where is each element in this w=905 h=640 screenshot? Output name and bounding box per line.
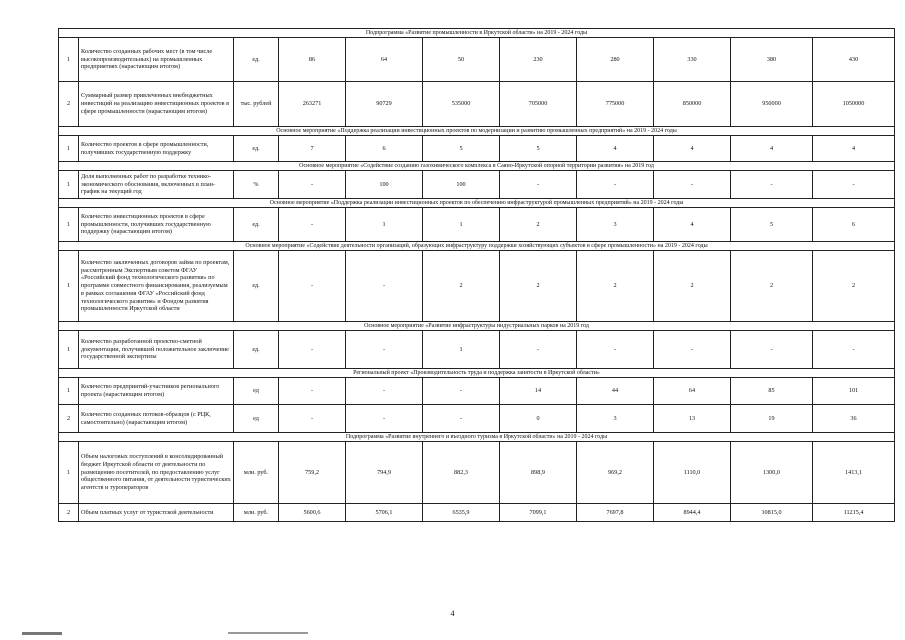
unit-cell: тыс. рублей <box>234 82 279 127</box>
value-cell: - <box>346 378 423 405</box>
section-header-row <box>59 433 895 442</box>
value-cell: - <box>346 331 423 369</box>
unit-cell: % <box>234 171 279 199</box>
row-number: 2 <box>59 82 79 127</box>
section-header-row <box>59 127 895 136</box>
unit-cell: ед. <box>234 251 279 322</box>
value-cell: 86 <box>279 38 346 82</box>
value-cell: 3 <box>577 208 654 242</box>
scan-artifact <box>22 632 62 635</box>
value-cell: 10815,0 <box>731 504 813 522</box>
table-row <box>59 331 895 369</box>
value-cell: 7697,8 <box>577 504 654 522</box>
value-cell: 101 <box>813 378 895 405</box>
value-cell: 950000 <box>731 82 813 127</box>
value-cell: 882,3 <box>423 442 500 504</box>
value-cell: 0 <box>500 405 577 433</box>
value-cell: 100 <box>423 171 500 199</box>
indicator-name: Количество предприятий-участников регионального проекта (нарастающим итогом) <box>79 378 234 405</box>
value-cell: - <box>423 378 500 405</box>
value-cell: 64 <box>346 38 423 82</box>
value-cell: 2 <box>654 251 731 322</box>
section-title: Региональный проект «Производительность труда и поддержка занятости в Иркутской области» <box>59 369 895 378</box>
value-cell: 1 <box>423 208 500 242</box>
value-cell: 6 <box>813 208 895 242</box>
value-cell: 280 <box>577 38 654 82</box>
value-cell: 1 <box>346 208 423 242</box>
section-header-row <box>59 369 895 378</box>
value-cell: - <box>279 208 346 242</box>
row-number: 2 <box>59 405 79 433</box>
value-cell: 380 <box>731 38 813 82</box>
unit-cell: млн. руб. <box>234 442 279 504</box>
indicator-name: Количество инвестиционных проектов в сфере промышленности, получивших государственную поддержку (нарастающим итогом) <box>79 208 234 242</box>
indicator-name: Количество созданных рабочих мест (в том числе высокопроизводительных) на промышленных предприятиях (нарастающим итогом) <box>79 38 234 82</box>
table-row <box>59 38 895 82</box>
value-cell: 850000 <box>654 82 731 127</box>
value-cell: 969,2 <box>577 442 654 504</box>
value-cell: 3 <box>577 405 654 433</box>
value-cell: 7099,1 <box>500 504 577 522</box>
value-cell: 2 <box>731 251 813 322</box>
section-title: Основное мероприятие «Поддержка реализации инвестиционных проектов по обеспечению инфраструктурой промышленных предприятий» на 2019 - 2024 годы <box>59 199 895 208</box>
indicator-name: Объем налоговых поступлений в консолидированный бюджет Иркутской области от деятельности по размещению посетителей, по предоставлению услуг общественного питания, от деятельности туристических агентств и туроператоров <box>79 442 234 504</box>
section-title: Подпрограмма «Развитие промышленности в Иркутской области» на 2019 - 2024 годы <box>59 29 895 38</box>
section-title: Основное мероприятие «Развитие инфраструктуры индустриальных парков на 2019 год <box>59 322 895 331</box>
value-cell: 36 <box>813 405 895 433</box>
table-row <box>59 171 895 199</box>
value-cell: - <box>813 331 895 369</box>
value-cell: 794,9 <box>346 442 423 504</box>
value-cell: 8944,4 <box>654 504 731 522</box>
value-cell: 4 <box>654 208 731 242</box>
value-cell: - <box>577 171 654 199</box>
value-cell: 2 <box>500 208 577 242</box>
value-cell: 898,9 <box>500 442 577 504</box>
unit-cell: ед. <box>234 38 279 82</box>
unit-cell: млн. руб. <box>234 504 279 522</box>
value-cell: - <box>500 331 577 369</box>
unit-cell: ед. <box>234 331 279 369</box>
value-cell: 2 <box>500 251 577 322</box>
value-cell: 5 <box>731 208 813 242</box>
section-title: Основное мероприятие «Содействие деятельности организаций, образующих инфраструктуру поддержки хозяйствующих субъектов в сфере промышленности» на 2019 - 2024 годы <box>59 242 895 251</box>
row-number: 1 <box>59 331 79 369</box>
value-cell: 330 <box>654 38 731 82</box>
indicator-name: Объем платных услуг от туристской деятельности <box>79 504 234 522</box>
section-header-row <box>59 29 895 38</box>
value-cell: - <box>577 331 654 369</box>
table-row <box>59 251 895 322</box>
value-cell: - <box>813 171 895 199</box>
section-header-row <box>59 322 895 331</box>
table-row <box>59 405 895 433</box>
value-cell: 13 <box>654 405 731 433</box>
value-cell: 4 <box>577 136 654 162</box>
table-row <box>59 442 895 504</box>
indicator-name: Количество созданных потоков-образцов (с РЦК, самостоятельно) (нарастающим итогом) <box>79 405 234 433</box>
value-cell: - <box>500 171 577 199</box>
value-cell: 1413,1 <box>813 442 895 504</box>
value-cell: - <box>346 405 423 433</box>
row-number: 1 <box>59 442 79 504</box>
value-cell: 430 <box>813 38 895 82</box>
value-cell: - <box>279 378 346 405</box>
value-cell: - <box>731 171 813 199</box>
value-cell: 4 <box>731 136 813 162</box>
value-cell: - <box>654 171 731 199</box>
section-title: Основное мероприятие «Поддержка реализации инвестиционных проектов по модернизации и развитию промышленных предприятий» на 2019 - 2024 годы <box>59 127 895 136</box>
value-cell: 775000 <box>577 82 654 127</box>
table-row <box>59 136 895 162</box>
row-number: 1 <box>59 208 79 242</box>
value-cell: 2 <box>423 251 500 322</box>
unit-cell: ед. <box>234 136 279 162</box>
value-cell: 44 <box>577 378 654 405</box>
row-number: 1 <box>59 171 79 199</box>
value-cell: 535000 <box>423 82 500 127</box>
section-header-row <box>59 199 895 208</box>
value-cell: 5 <box>500 136 577 162</box>
value-cell: 50 <box>423 38 500 82</box>
indicators-table <box>58 28 895 522</box>
value-cell: 14 <box>500 378 577 405</box>
row-number: 1 <box>59 136 79 162</box>
row-number: 1 <box>59 251 79 322</box>
table-row <box>59 82 895 127</box>
value-cell: 705000 <box>500 82 577 127</box>
value-cell: 5600,6 <box>279 504 346 522</box>
row-number: 2 <box>59 504 79 522</box>
value-cell: - <box>654 331 731 369</box>
value-cell: 5 <box>423 136 500 162</box>
value-cell: 6 <box>346 136 423 162</box>
value-cell: 85 <box>731 378 813 405</box>
scan-artifact <box>228 632 308 634</box>
value-cell: 1050000 <box>813 82 895 127</box>
value-cell: - <box>279 405 346 433</box>
value-cell: - <box>423 405 500 433</box>
value-cell: 19 <box>731 405 813 433</box>
value-cell: 4 <box>813 136 895 162</box>
value-cell: 90729 <box>346 82 423 127</box>
value-cell: 11215,4 <box>813 504 895 522</box>
section-header-row <box>59 242 895 251</box>
section-title: Основное мероприятие «Содействие созданию газохимического комплекса в Саяно-Иркутской опорной территории развития» на 2019 год <box>59 162 895 171</box>
indicator-name: Суммарный размер привлеченных внебюджетных инвестиций на реализацию инвестиционных проектов в сфере промышленности (нарастающим итогом) <box>79 82 234 127</box>
value-cell: 230 <box>500 38 577 82</box>
value-cell: 1300,0 <box>731 442 813 504</box>
unit-cell: ед <box>234 405 279 433</box>
row-number: 1 <box>59 378 79 405</box>
value-cell: 7 <box>279 136 346 162</box>
indicator-name: Количество заключенных договоров займа по проектам, рассмотренным Экспертным советом ФГАУ «Российский фонд технологического развития» по программе совместного финансирования, реализуемым в рамках соглашения ФГАУ «Российский фонд технологического развития» и Фондом развития промышленности Иркутской области <box>79 251 234 322</box>
value-cell: 64 <box>654 378 731 405</box>
value-cell: 759,2 <box>279 442 346 504</box>
unit-cell: ед <box>234 378 279 405</box>
section-header-row <box>59 162 895 171</box>
indicator-name: Количество проектов в сфере промышленности, получивших государственную поддержку <box>79 136 234 162</box>
value-cell: - <box>731 331 813 369</box>
table-row <box>59 378 895 405</box>
indicator-name: Количество разработанной проектно-сметной документации, получившей положительное заключение государственной экспертизы <box>79 331 234 369</box>
value-cell: 100 <box>346 171 423 199</box>
table-row <box>59 208 895 242</box>
table-row <box>59 504 895 522</box>
value-cell: 1 <box>423 331 500 369</box>
value-cell: 5706,1 <box>346 504 423 522</box>
value-cell: 1110,0 <box>654 442 731 504</box>
value-cell: - <box>346 251 423 322</box>
value-cell: 2 <box>813 251 895 322</box>
page-number: 4 <box>450 609 455 618</box>
row-number: 1 <box>59 38 79 82</box>
indicator-name: Доля выполненных работ по разработке технико-экономического обоснования, включенных в план-график на текущий год <box>79 171 234 199</box>
value-cell: 263271 <box>279 82 346 127</box>
value-cell: 6535,9 <box>423 504 500 522</box>
value-cell: - <box>279 171 346 199</box>
value-cell: - <box>279 331 346 369</box>
unit-cell: ед. <box>234 208 279 242</box>
value-cell: 4 <box>654 136 731 162</box>
value-cell: 2 <box>577 251 654 322</box>
section-title: Подпрограмма «Развитие внутреннего и въездного туризма в Иркутской области» на 2019 - 2024 годы <box>59 433 895 442</box>
value-cell: - <box>279 251 346 322</box>
